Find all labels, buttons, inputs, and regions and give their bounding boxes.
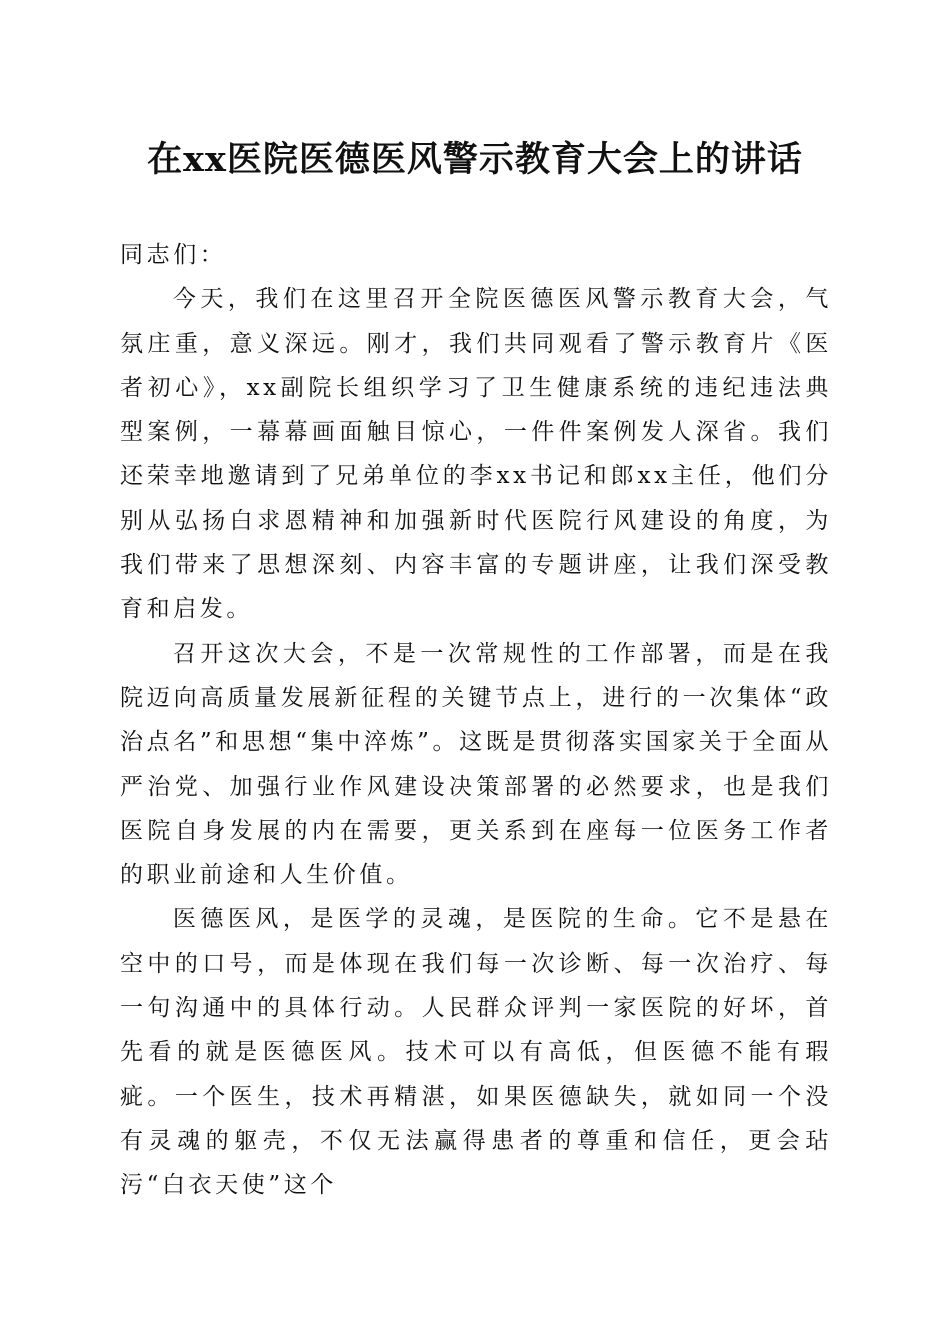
salutation: 同志们：	[120, 242, 227, 268]
document-title: 在xx医院医德医风警示教育大会上的讲话	[147, 139, 803, 180]
paragraph-2: 召开这次大会，不是一次常规性的工作部署，而是在我院迈向高质量发展新征程的关键节点上，进行的一次集体“政治点名”和思想“集中淬炼”。这既是贯彻落实国家关于全面从严治党、加强行业作风建设决策部署的必然要求，也是我们医院自身发展的内在需要，更关系到在座每一位医务工作者的职业前途和人生价值。	[120, 640, 832, 889]
paragraph-3: 医德医风，是医学的灵魂，是医院的生命。它不是悬在空中的口号，而是体现在我们每一次诊断、每一次治疗、每一句沟通中的具体行动。人民群众评判一家医院的好坏，首先看的就是医德医风。技术可以有高低，但医德不能有瑕疵。一个医生，技术再精湛，如果医德缺失，就如同一个没有灵魂的躯壳，不仅无法赢得患者的尊重和信任，更会玷污“白衣天使”这个	[120, 906, 832, 1199]
paragraph-1: 今天，我们在这里召开全院医德医风警示教育大会，气氛庄重，意义深远。刚才，我们共同观看了警示教育片《医者初心》，xx副院长组织学习了卫生健康系统的违纪违法典型案例，一幕幕画面触目惊心，一件件案例发人深省。我们还荣幸地邀请到了兄弟单位的李xx书记和郎xx主任，他们分别从弘扬白求恩精神和加强新时代医院行风建设的角度，为我们带来了思想深刻、内容丰富的专题讲座，让我们深受教育和启发。	[120, 286, 832, 623]
document-body	[120, 233, 832, 1208]
